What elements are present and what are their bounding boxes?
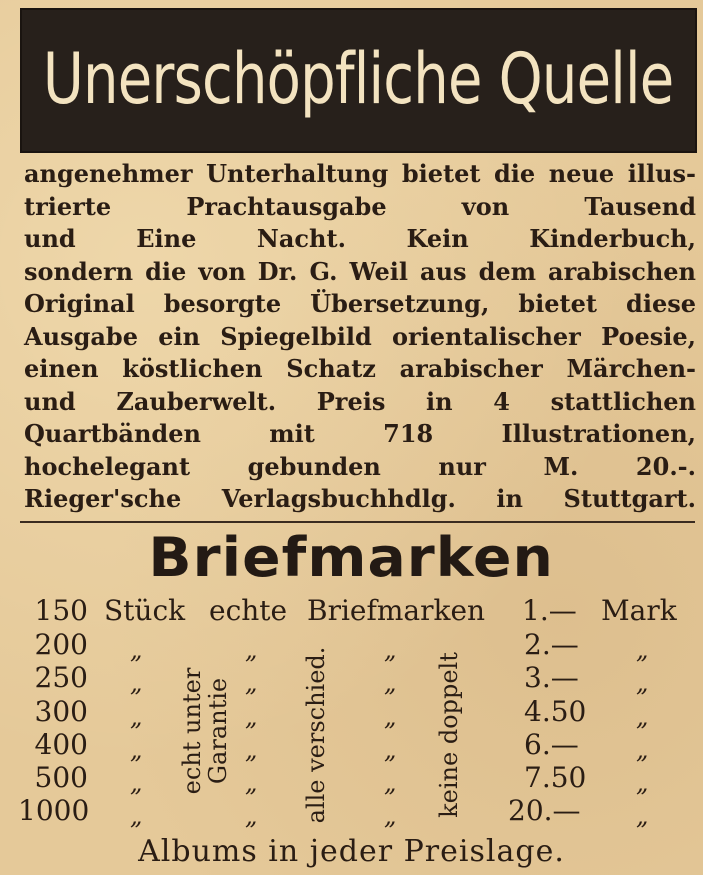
ditto-mark: „ [130, 669, 143, 697]
section-divider [20, 521, 695, 523]
ditto-mark: „ [245, 802, 258, 830]
stamps-header-word: echte [209, 594, 288, 627]
ditto-mark: „ [636, 802, 649, 830]
ditto-mark: „ [130, 736, 143, 764]
quantity-cell: 300 [34, 695, 88, 728]
ditto-mark: „ [636, 736, 649, 764]
quantity-cell: 200 [34, 628, 88, 661]
advert-line: Rieger'sche Verlagsbuchhdlg. in Stuttgart. [24, 484, 696, 513]
ditto-mark: „ [245, 769, 258, 797]
advert-text [24, 158, 696, 516]
albums-note: Albums in jeder Preislage. [138, 834, 565, 869]
advert-line: und Eine Nacht. Kein Kinderbuch, [24, 224, 696, 253]
ditto-mark: „ [636, 703, 649, 731]
stamps-title: Briefmarken [148, 526, 555, 589]
ditto-mark: „ [130, 769, 143, 797]
stamps-header-word: Stück [104, 594, 186, 627]
advert-line: Quartbänden mit 718 Illustrationen, [24, 419, 696, 448]
ditto-mark: „ [384, 802, 397, 830]
stamps-header-word: Briefmarken [307, 594, 486, 627]
ditto-mark: „ [245, 736, 258, 764]
advert-line: Original besorgte Übersetzung, bietet diese [24, 289, 696, 318]
ditto-mark: „ [384, 769, 397, 797]
quantity-cell: 500 [34, 761, 88, 794]
note-echt-unter: echt unter [178, 667, 206, 795]
price-cell: 3.— [524, 661, 579, 694]
quantity-cell: 400 [34, 728, 88, 761]
price-cell: 7.50 [524, 761, 587, 794]
advert-line: trierte Prachtausgabe von Tausend [24, 191, 696, 221]
ditto-mark: „ [130, 636, 143, 664]
advert-line: einen köstlichen Schatz arabischer Märchen- [24, 354, 696, 383]
ditto-mark: „ [130, 802, 143, 830]
note-garantie: Garantie [204, 677, 232, 785]
price-cell: 1.— [522, 594, 577, 627]
advert-line: Ausgabe ein Spiegelbild orientalischer Poesie, [24, 321, 696, 351]
ditto-mark: „ [245, 703, 258, 731]
ditto-mark: „ [384, 703, 397, 731]
advert-line: und Zauberwelt. Preis in 4 stattlichen [24, 386, 696, 416]
note-alle-verschieden: alle verschied. [302, 646, 330, 824]
currency-unit: Mark [601, 594, 677, 627]
ditto-mark: „ [384, 669, 397, 697]
advert-line: angenehmer Unterhaltung bietet die neue illus- [24, 159, 696, 188]
ditto-mark: „ [636, 636, 649, 664]
quantity-cell: 150 [34, 594, 88, 627]
ditto-mark: „ [130, 703, 143, 731]
headline-banner [20, 8, 697, 153]
price-cell: 2.— [524, 628, 579, 661]
quantity-cell: 250 [34, 661, 88, 694]
ditto-mark: „ [384, 736, 397, 764]
ditto-mark: „ [636, 769, 649, 797]
headline-title: Unerschöpfliche Quelle [43, 37, 674, 120]
ditto-mark: „ [245, 636, 258, 664]
quantity-cell: 1000 [18, 794, 90, 827]
ditto-mark: „ [384, 636, 397, 664]
note-keine-doppelt: keine doppelt [435, 652, 463, 818]
price-cell: 4.50 [524, 695, 587, 728]
price-cell: 6.— [524, 728, 579, 761]
ditto-mark: „ [245, 669, 258, 697]
ditto-mark: „ [636, 669, 649, 697]
price-cell: 20.— [508, 794, 581, 827]
advert-line: sondern die von Dr. G. Weil aus dem arabischen [24, 256, 696, 286]
advert-line: hochelegant gebunden nur M. 20.-. [24, 451, 696, 481]
